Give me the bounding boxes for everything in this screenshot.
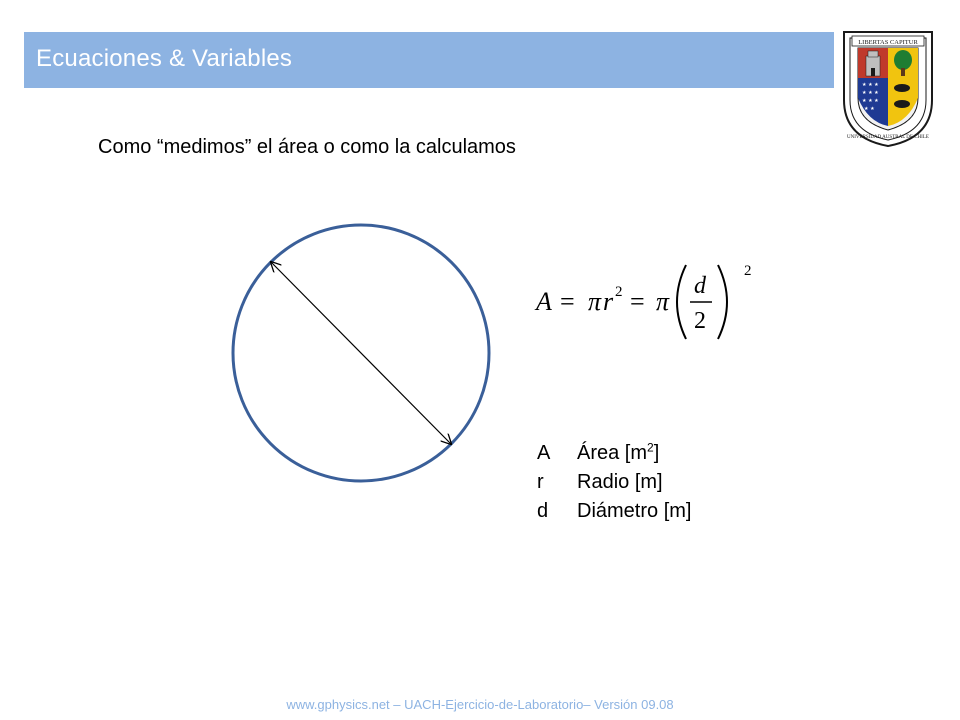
title-bar bbox=[24, 32, 834, 88]
unit-exponent: 2 bbox=[647, 440, 654, 455]
variable-row-diameter bbox=[537, 497, 691, 526]
formula-pi-1: π bbox=[588, 287, 602, 316]
formula-denominator: 2 bbox=[694, 308, 706, 334]
svg-text:UNIVERSIDAD AUSTRAL DE CHILE: UNIVERSIDAD AUSTRAL DE CHILE bbox=[847, 135, 929, 140]
section-subtitle: Como “medimos” el área o como la calculamos bbox=[98, 136, 516, 158]
variable-row-radius bbox=[537, 468, 691, 497]
variable-list bbox=[537, 439, 691, 526]
formula-r: r bbox=[603, 287, 614, 316]
university-crest-logo bbox=[838, 30, 938, 148]
variable-symbol: d bbox=[537, 500, 549, 522]
svg-text:★ ★ ★: ★ ★ ★ bbox=[862, 90, 879, 96]
formula-right-paren bbox=[718, 265, 727, 339]
formula-lhs: A bbox=[536, 287, 552, 316]
footer-credit: www.gphysics.net – UACH-Ejercicio-de-Laboratorio– Versión 09.08 bbox=[286, 697, 674, 712]
formula-r-exponent: 2 bbox=[615, 284, 623, 300]
variable-description: Área $[m^2]$ bbox=[577, 440, 660, 464]
formula-pi-2: π bbox=[656, 287, 670, 316]
svg-text:★ ★ ★: ★ ★ ★ bbox=[862, 98, 879, 104]
variable-symbol: r bbox=[537, 471, 544, 493]
svg-text:★ ★ ★: ★ ★ ★ bbox=[862, 82, 879, 88]
page-title: Ecuaciones & Variables bbox=[36, 45, 293, 72]
svg-text:★ ★: ★ ★ bbox=[864, 106, 875, 112]
variable-symbol: A bbox=[537, 442, 551, 464]
variable-description: Radio [m] bbox=[577, 471, 663, 493]
circle-diagram bbox=[228, 220, 494, 486]
formula-equals-2: = bbox=[630, 287, 645, 316]
formula-left-paren bbox=[677, 265, 686, 339]
variable-description: Diámetro [m] bbox=[577, 500, 692, 522]
variable-row-area bbox=[537, 439, 691, 468]
formula-numerator: d bbox=[694, 273, 706, 299]
svg-text:LIBERTAS CAPITUR: LIBERTAS CAPITUR bbox=[858, 39, 918, 46]
area-formula bbox=[530, 255, 770, 355]
formula-equals-1: = bbox=[560, 287, 575, 316]
formula-outer-exponent: 2 bbox=[744, 263, 752, 279]
